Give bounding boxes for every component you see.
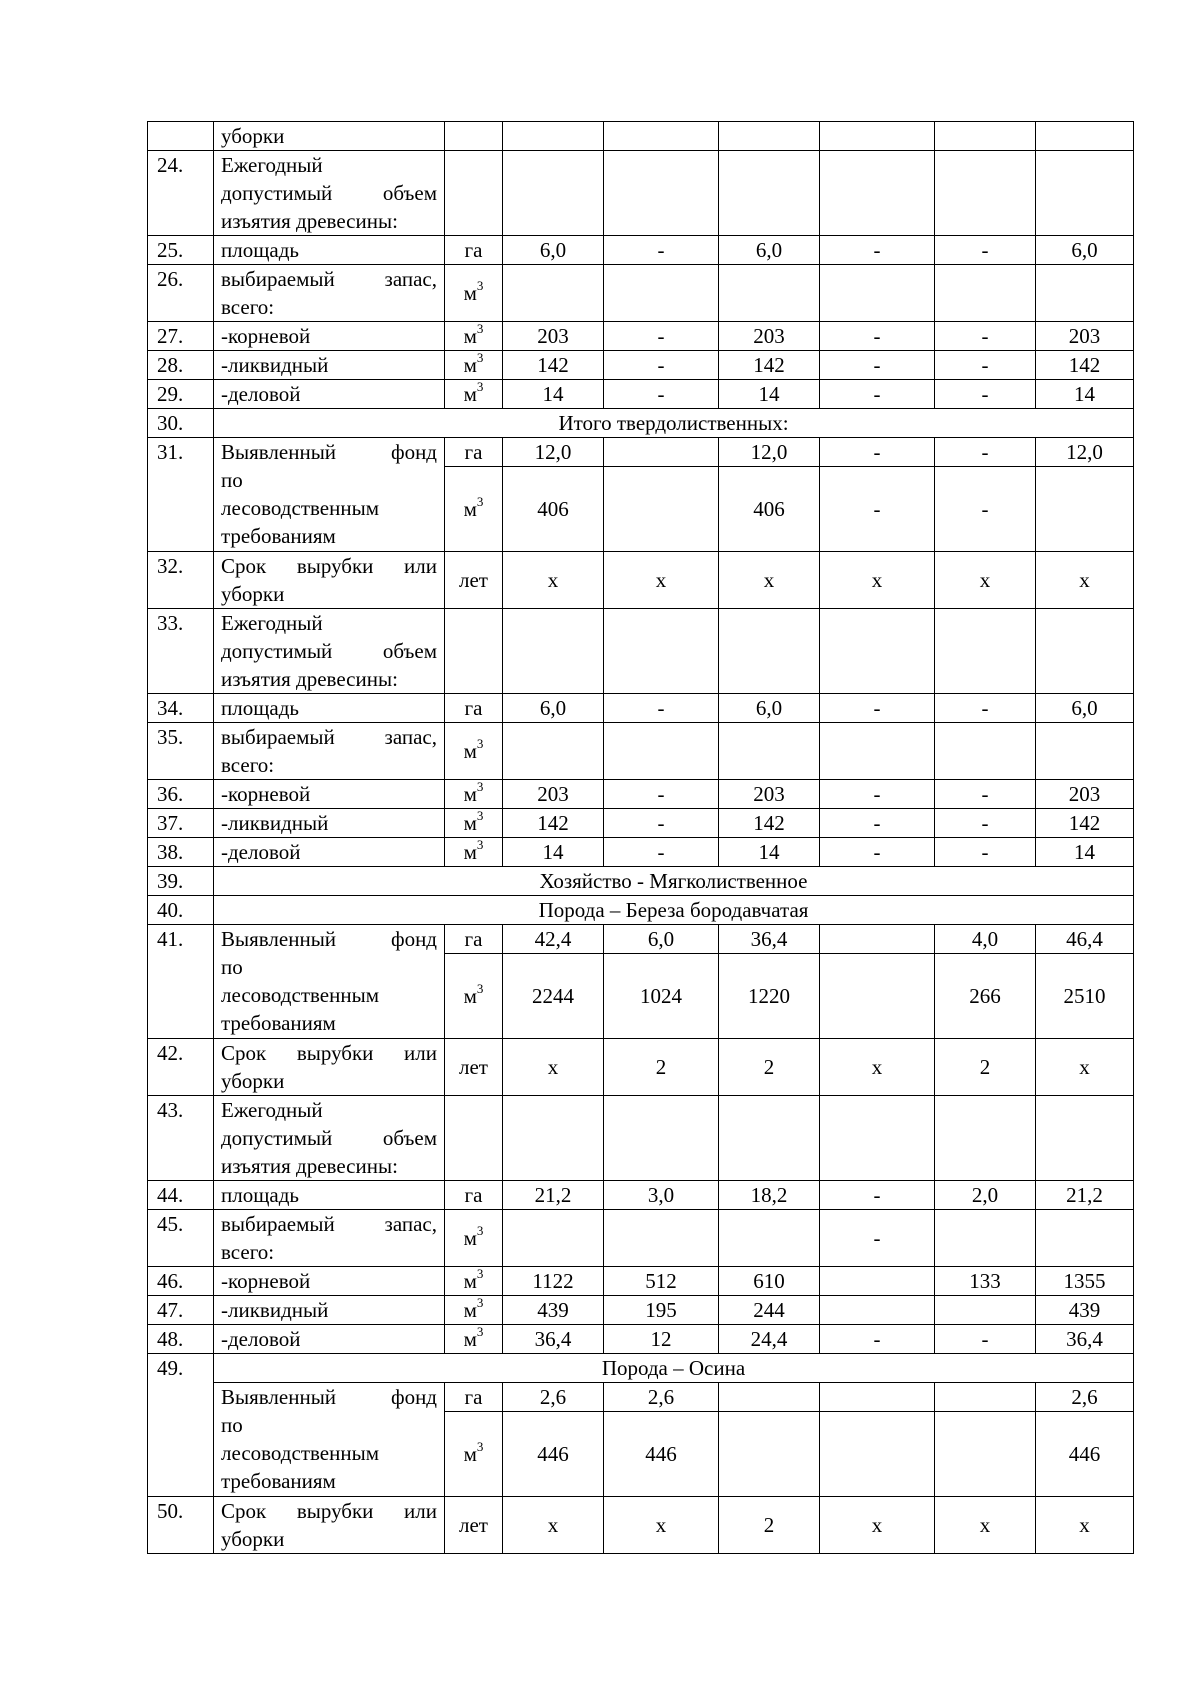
value-cell: - — [820, 236, 935, 265]
value-cell — [503, 265, 604, 322]
row-label: -деловой — [214, 838, 445, 867]
value-cell: 2 — [604, 1039, 719, 1096]
value-cell: 36,4 — [503, 1325, 604, 1354]
value-cell: 12,0 — [719, 438, 820, 467]
value-cell: 142 — [503, 809, 604, 838]
value-cell — [719, 1412, 820, 1497]
value-cell — [935, 609, 1036, 694]
unit-cell: $м^3$ — [445, 1325, 503, 1354]
unit-cell: га — [445, 438, 503, 467]
value-cell: 195 — [604, 1296, 719, 1325]
section-title: Порода – Осина — [214, 1354, 1134, 1383]
value-cell: - — [604, 236, 719, 265]
value-cell — [604, 1096, 719, 1181]
value-cell — [503, 723, 604, 780]
value-cell: 439 — [1036, 1296, 1134, 1325]
value-cell: - — [820, 322, 935, 351]
value-cell — [820, 1096, 935, 1181]
value-cell: 406 — [719, 467, 820, 552]
value-cell — [820, 265, 935, 322]
unit-cell: лет — [445, 1039, 503, 1096]
row-label: Выявленный фонд по лесоводственным требованиям — [214, 925, 445, 1039]
value-cell: 142 — [719, 809, 820, 838]
row-number: 27. — [148, 322, 214, 351]
value-cell: х — [604, 552, 719, 609]
value-cell: 1024 — [604, 954, 719, 1039]
unit-cell: лет — [445, 552, 503, 609]
unit-cell: $м^3$ — [445, 351, 503, 380]
value-cell: - — [935, 351, 1036, 380]
table-row — [148, 552, 1134, 609]
value-cell — [719, 1096, 820, 1181]
value-cell: - — [935, 838, 1036, 867]
row-number: 50. — [148, 1497, 214, 1554]
value-cell: 6,0 — [719, 694, 820, 723]
row-number: 25. — [148, 236, 214, 265]
table-row — [148, 809, 1134, 838]
row-label: -ликвидный — [214, 809, 445, 838]
section-row — [148, 1354, 1134, 1383]
table-row — [148, 1325, 1134, 1354]
value-cell: 21,2 — [1036, 1181, 1134, 1210]
value-cell: 14 — [1036, 838, 1134, 867]
row-label: -корневой — [214, 322, 445, 351]
value-cell: 203 — [503, 780, 604, 809]
value-cell: х — [503, 1497, 604, 1554]
table-row — [148, 780, 1134, 809]
row-number: 33. — [148, 609, 214, 694]
row-label: -корневой — [214, 780, 445, 809]
unit-cell: $м^3$ — [445, 265, 503, 322]
table-row — [148, 1181, 1134, 1210]
value-cell: 446 — [604, 1412, 719, 1497]
value-cell: 1355 — [1036, 1267, 1134, 1296]
value-cell: - — [935, 380, 1036, 409]
value-cell: 203 — [719, 322, 820, 351]
row-number: 48. — [148, 1325, 214, 1354]
row-label: Выявленный фонд по лесоводственным требованиям — [214, 438, 445, 552]
value-cell: 46,4 — [1036, 925, 1134, 954]
table-row — [148, 380, 1134, 409]
value-cell: 14 — [719, 380, 820, 409]
row-label: выбираемый запас, всего: — [214, 1210, 445, 1267]
value-cell: 244 — [719, 1296, 820, 1325]
row-number: 28. — [148, 351, 214, 380]
value-cell: 2,6 — [1036, 1383, 1134, 1412]
row-label: уборки — [214, 122, 445, 151]
row-label: -деловой — [214, 1325, 445, 1354]
value-cell — [604, 438, 719, 467]
value-cell — [820, 954, 935, 1039]
table-row — [148, 322, 1134, 351]
unit-cell: $м^3$ — [445, 1296, 503, 1325]
value-cell: 142 — [503, 351, 604, 380]
unit-cell: га — [445, 236, 503, 265]
value-cell: - — [820, 1325, 935, 1354]
value-cell: 21,2 — [503, 1181, 604, 1210]
value-cell: х — [1036, 1039, 1134, 1096]
row-label: Ежегодный допустимый объем изъятия древесины: — [214, 609, 445, 694]
row-number: 32. — [148, 552, 214, 609]
value-cell — [1036, 1210, 1134, 1267]
value-cell — [503, 1096, 604, 1181]
value-cell: 142 — [719, 351, 820, 380]
row-label: -деловой — [214, 380, 445, 409]
value-cell — [935, 1383, 1036, 1412]
row-label: выбираемый запас, всего: — [214, 265, 445, 322]
value-cell: 2244 — [503, 954, 604, 1039]
value-cell — [935, 265, 1036, 322]
value-cell: 203 — [1036, 322, 1134, 351]
value-cell — [935, 1296, 1036, 1325]
value-cell: - — [935, 1325, 1036, 1354]
table-row — [148, 1267, 1134, 1296]
value-cell: х — [503, 552, 604, 609]
row-label: -ликвидный — [214, 1296, 445, 1325]
table-row — [148, 151, 1134, 236]
row-label: Ежегодный допустимый объем изъятия древесины: — [214, 1096, 445, 1181]
value-cell — [719, 609, 820, 694]
value-cell: 2 — [719, 1497, 820, 1554]
table-row — [148, 1096, 1134, 1181]
value-cell: 2 — [935, 1039, 1036, 1096]
row-label: Срок вырубки или уборки — [214, 1039, 445, 1096]
value-cell — [820, 1412, 935, 1497]
table-row — [148, 925, 1134, 954]
value-cell: 2510 — [1036, 954, 1134, 1039]
row-number: 44. — [148, 1181, 214, 1210]
unit-cell — [445, 122, 503, 151]
row-label: Срок вырубки или уборки — [214, 552, 445, 609]
value-cell: 14 — [1036, 380, 1134, 409]
value-cell: 6,0 — [719, 236, 820, 265]
unit-cell — [445, 1096, 503, 1181]
value-cell — [604, 609, 719, 694]
value-cell: - — [604, 380, 719, 409]
value-cell — [604, 151, 719, 236]
value-cell: 6,0 — [1036, 694, 1134, 723]
value-cell: 36,4 — [1036, 1325, 1134, 1354]
unit-cell: $м^3$ — [445, 838, 503, 867]
value-cell: - — [820, 351, 935, 380]
unit-cell: $м^3$ — [445, 322, 503, 351]
row-number: 47. — [148, 1296, 214, 1325]
value-cell: 2 — [719, 1039, 820, 1096]
value-cell: - — [820, 838, 935, 867]
section-row — [148, 867, 1134, 896]
table-row — [148, 236, 1134, 265]
value-cell — [820, 151, 935, 236]
value-cell: 203 — [1036, 780, 1134, 809]
value-cell — [604, 122, 719, 151]
value-cell: 6,0 — [1036, 236, 1134, 265]
value-cell: - — [935, 322, 1036, 351]
unit-cell: $м^3$ — [445, 809, 503, 838]
value-cell — [604, 467, 719, 552]
value-cell: х — [1036, 552, 1134, 609]
unit-cell: га — [445, 1181, 503, 1210]
value-cell: - — [935, 809, 1036, 838]
unit-cell — [445, 151, 503, 236]
row-number: 41. — [148, 925, 214, 1039]
value-cell — [1036, 723, 1134, 780]
row-number: 35. — [148, 723, 214, 780]
row-number: 26. — [148, 265, 214, 322]
value-cell: 266 — [935, 954, 1036, 1039]
value-cell — [1036, 122, 1134, 151]
row-number: 46. — [148, 1267, 214, 1296]
value-cell — [820, 609, 935, 694]
table-row — [148, 1210, 1134, 1267]
unit-cell: га — [445, 925, 503, 954]
value-cell: 203 — [719, 780, 820, 809]
value-cell — [1036, 609, 1134, 694]
value-cell: - — [820, 380, 935, 409]
table-row — [148, 1039, 1134, 1096]
table-row — [148, 438, 1134, 467]
value-cell: 2,6 — [503, 1383, 604, 1412]
value-cell: - — [604, 838, 719, 867]
value-cell — [935, 151, 1036, 236]
table-row — [148, 1296, 1134, 1325]
row-number: 37. — [148, 809, 214, 838]
value-cell: - — [935, 694, 1036, 723]
table-row — [148, 122, 1134, 151]
row-number: 38. — [148, 838, 214, 867]
value-cell — [604, 723, 719, 780]
value-cell — [820, 723, 935, 780]
row-label: -корневой — [214, 1267, 445, 1296]
value-cell: х — [935, 1497, 1036, 1554]
value-cell — [820, 1267, 935, 1296]
value-cell — [820, 1296, 935, 1325]
unit-cell: $м^3$ — [445, 380, 503, 409]
value-cell — [820, 1383, 935, 1412]
value-cell — [719, 122, 820, 151]
value-cell — [503, 122, 604, 151]
value-cell: 439 — [503, 1296, 604, 1325]
row-number: 31. — [148, 438, 214, 552]
value-cell: 4,0 — [935, 925, 1036, 954]
table-row — [148, 1383, 1134, 1412]
value-cell — [1036, 467, 1134, 552]
value-cell: 1220 — [719, 954, 820, 1039]
value-cell: 1122 — [503, 1267, 604, 1296]
value-cell: 2,6 — [604, 1383, 719, 1412]
forest-fund-table — [147, 121, 1134, 1554]
value-cell: 3,0 — [604, 1181, 719, 1210]
value-cell — [503, 151, 604, 236]
value-cell: - — [604, 780, 719, 809]
table-row — [148, 265, 1134, 322]
value-cell — [503, 1210, 604, 1267]
value-cell — [503, 609, 604, 694]
value-cell: х — [820, 552, 935, 609]
row-number: 24. — [148, 151, 214, 236]
value-cell: х — [503, 1039, 604, 1096]
value-cell: - — [935, 236, 1036, 265]
value-cell: - — [935, 780, 1036, 809]
unit-cell: $м^3$ — [445, 1412, 503, 1497]
row-label: Выявленный фонд по лесоводственным требованиям — [214, 1383, 445, 1497]
value-cell: 42,4 — [503, 925, 604, 954]
value-cell: 133 — [935, 1267, 1036, 1296]
value-cell: - — [604, 809, 719, 838]
value-cell: 6,0 — [503, 236, 604, 265]
value-cell: 14 — [503, 838, 604, 867]
value-cell — [935, 723, 1036, 780]
value-cell: - — [604, 322, 719, 351]
row-number: 34. — [148, 694, 214, 723]
value-cell: 36,4 — [719, 925, 820, 954]
value-cell: 610 — [719, 1267, 820, 1296]
table-row — [148, 609, 1134, 694]
value-cell: - — [820, 1210, 935, 1267]
value-cell — [820, 925, 935, 954]
row-label: Срок вырубки или уборки — [214, 1497, 445, 1554]
row-number: 43. — [148, 1096, 214, 1181]
value-cell: - — [935, 467, 1036, 552]
value-cell — [604, 1210, 719, 1267]
value-cell: 142 — [1036, 809, 1134, 838]
row-label: площадь — [214, 236, 445, 265]
value-cell: 14 — [503, 380, 604, 409]
value-cell: 142 — [1036, 351, 1134, 380]
value-cell: 6,0 — [604, 925, 719, 954]
value-cell: 446 — [503, 1412, 604, 1497]
value-cell: - — [604, 694, 719, 723]
value-cell — [1036, 1096, 1134, 1181]
row-number: 30. — [148, 409, 214, 438]
value-cell — [719, 265, 820, 322]
value-cell: 512 — [604, 1267, 719, 1296]
row-number: 40. — [148, 896, 214, 925]
value-cell: - — [820, 1181, 935, 1210]
value-cell: х — [820, 1039, 935, 1096]
section-row — [148, 409, 1134, 438]
value-cell: 14 — [719, 838, 820, 867]
table-row — [148, 351, 1134, 380]
unit-cell: га — [445, 1383, 503, 1412]
value-cell: - — [820, 438, 935, 467]
value-cell — [719, 1210, 820, 1267]
value-cell: - — [820, 780, 935, 809]
value-cell — [719, 1383, 820, 1412]
value-cell: - — [820, 467, 935, 552]
value-cell — [935, 1210, 1036, 1267]
value-cell: 406 — [503, 467, 604, 552]
row-label: площадь — [214, 1181, 445, 1210]
unit-cell: га — [445, 694, 503, 723]
value-cell: 12,0 — [1036, 438, 1134, 467]
unit-cell: $м^3$ — [445, 1267, 503, 1296]
value-cell: 6,0 — [503, 694, 604, 723]
row-number: 45. — [148, 1210, 214, 1267]
value-cell: - — [935, 438, 1036, 467]
value-cell: х — [820, 1497, 935, 1554]
row-number: 49. — [148, 1354, 214, 1497]
value-cell: 12,0 — [503, 438, 604, 467]
value-cell: 18,2 — [719, 1181, 820, 1210]
table-row — [148, 1497, 1134, 1554]
section-title: Хозяйство - Мягколиственное — [214, 867, 1134, 896]
value-cell: 203 — [503, 322, 604, 351]
value-cell — [719, 723, 820, 780]
value-cell: 2,0 — [935, 1181, 1036, 1210]
value-cell — [604, 265, 719, 322]
row-label: Ежегодный допустимый объем изъятия древесины: — [214, 151, 445, 236]
row-number — [148, 122, 214, 151]
row-label: выбираемый запас, всего: — [214, 723, 445, 780]
value-cell — [719, 151, 820, 236]
value-cell: х — [1036, 1497, 1134, 1554]
unit-cell: $м^3$ — [445, 1210, 503, 1267]
table-row — [148, 694, 1134, 723]
value-cell: - — [604, 351, 719, 380]
unit-cell: $м^3$ — [445, 723, 503, 780]
value-cell: х — [719, 552, 820, 609]
row-number: 42. — [148, 1039, 214, 1096]
value-cell: - — [820, 694, 935, 723]
row-number: 29. — [148, 380, 214, 409]
value-cell: х — [604, 1497, 719, 1554]
value-cell: 446 — [1036, 1412, 1134, 1497]
unit-cell: $м^3$ — [445, 954, 503, 1039]
row-number: 36. — [148, 780, 214, 809]
unit-cell: $м^3$ — [445, 467, 503, 552]
section-title: Итого твердолиственных: — [214, 409, 1134, 438]
value-cell — [935, 1412, 1036, 1497]
table-row — [148, 838, 1134, 867]
unit-cell: лет — [445, 1497, 503, 1554]
row-label: -ликвидный — [214, 351, 445, 380]
value-cell: 24,4 — [719, 1325, 820, 1354]
value-cell: 12 — [604, 1325, 719, 1354]
section-title: Порода – Береза бородавчатая — [214, 896, 1134, 925]
table-row — [148, 723, 1134, 780]
value-cell: - — [820, 809, 935, 838]
row-number: 39. — [148, 867, 214, 896]
section-row — [148, 896, 1134, 925]
unit-cell: $м^3$ — [445, 780, 503, 809]
value-cell — [935, 1096, 1036, 1181]
value-cell — [820, 122, 935, 151]
value-cell: х — [935, 552, 1036, 609]
value-cell — [935, 122, 1036, 151]
value-cell — [1036, 151, 1134, 236]
row-label: площадь — [214, 694, 445, 723]
value-cell — [1036, 265, 1134, 322]
unit-cell — [445, 609, 503, 694]
